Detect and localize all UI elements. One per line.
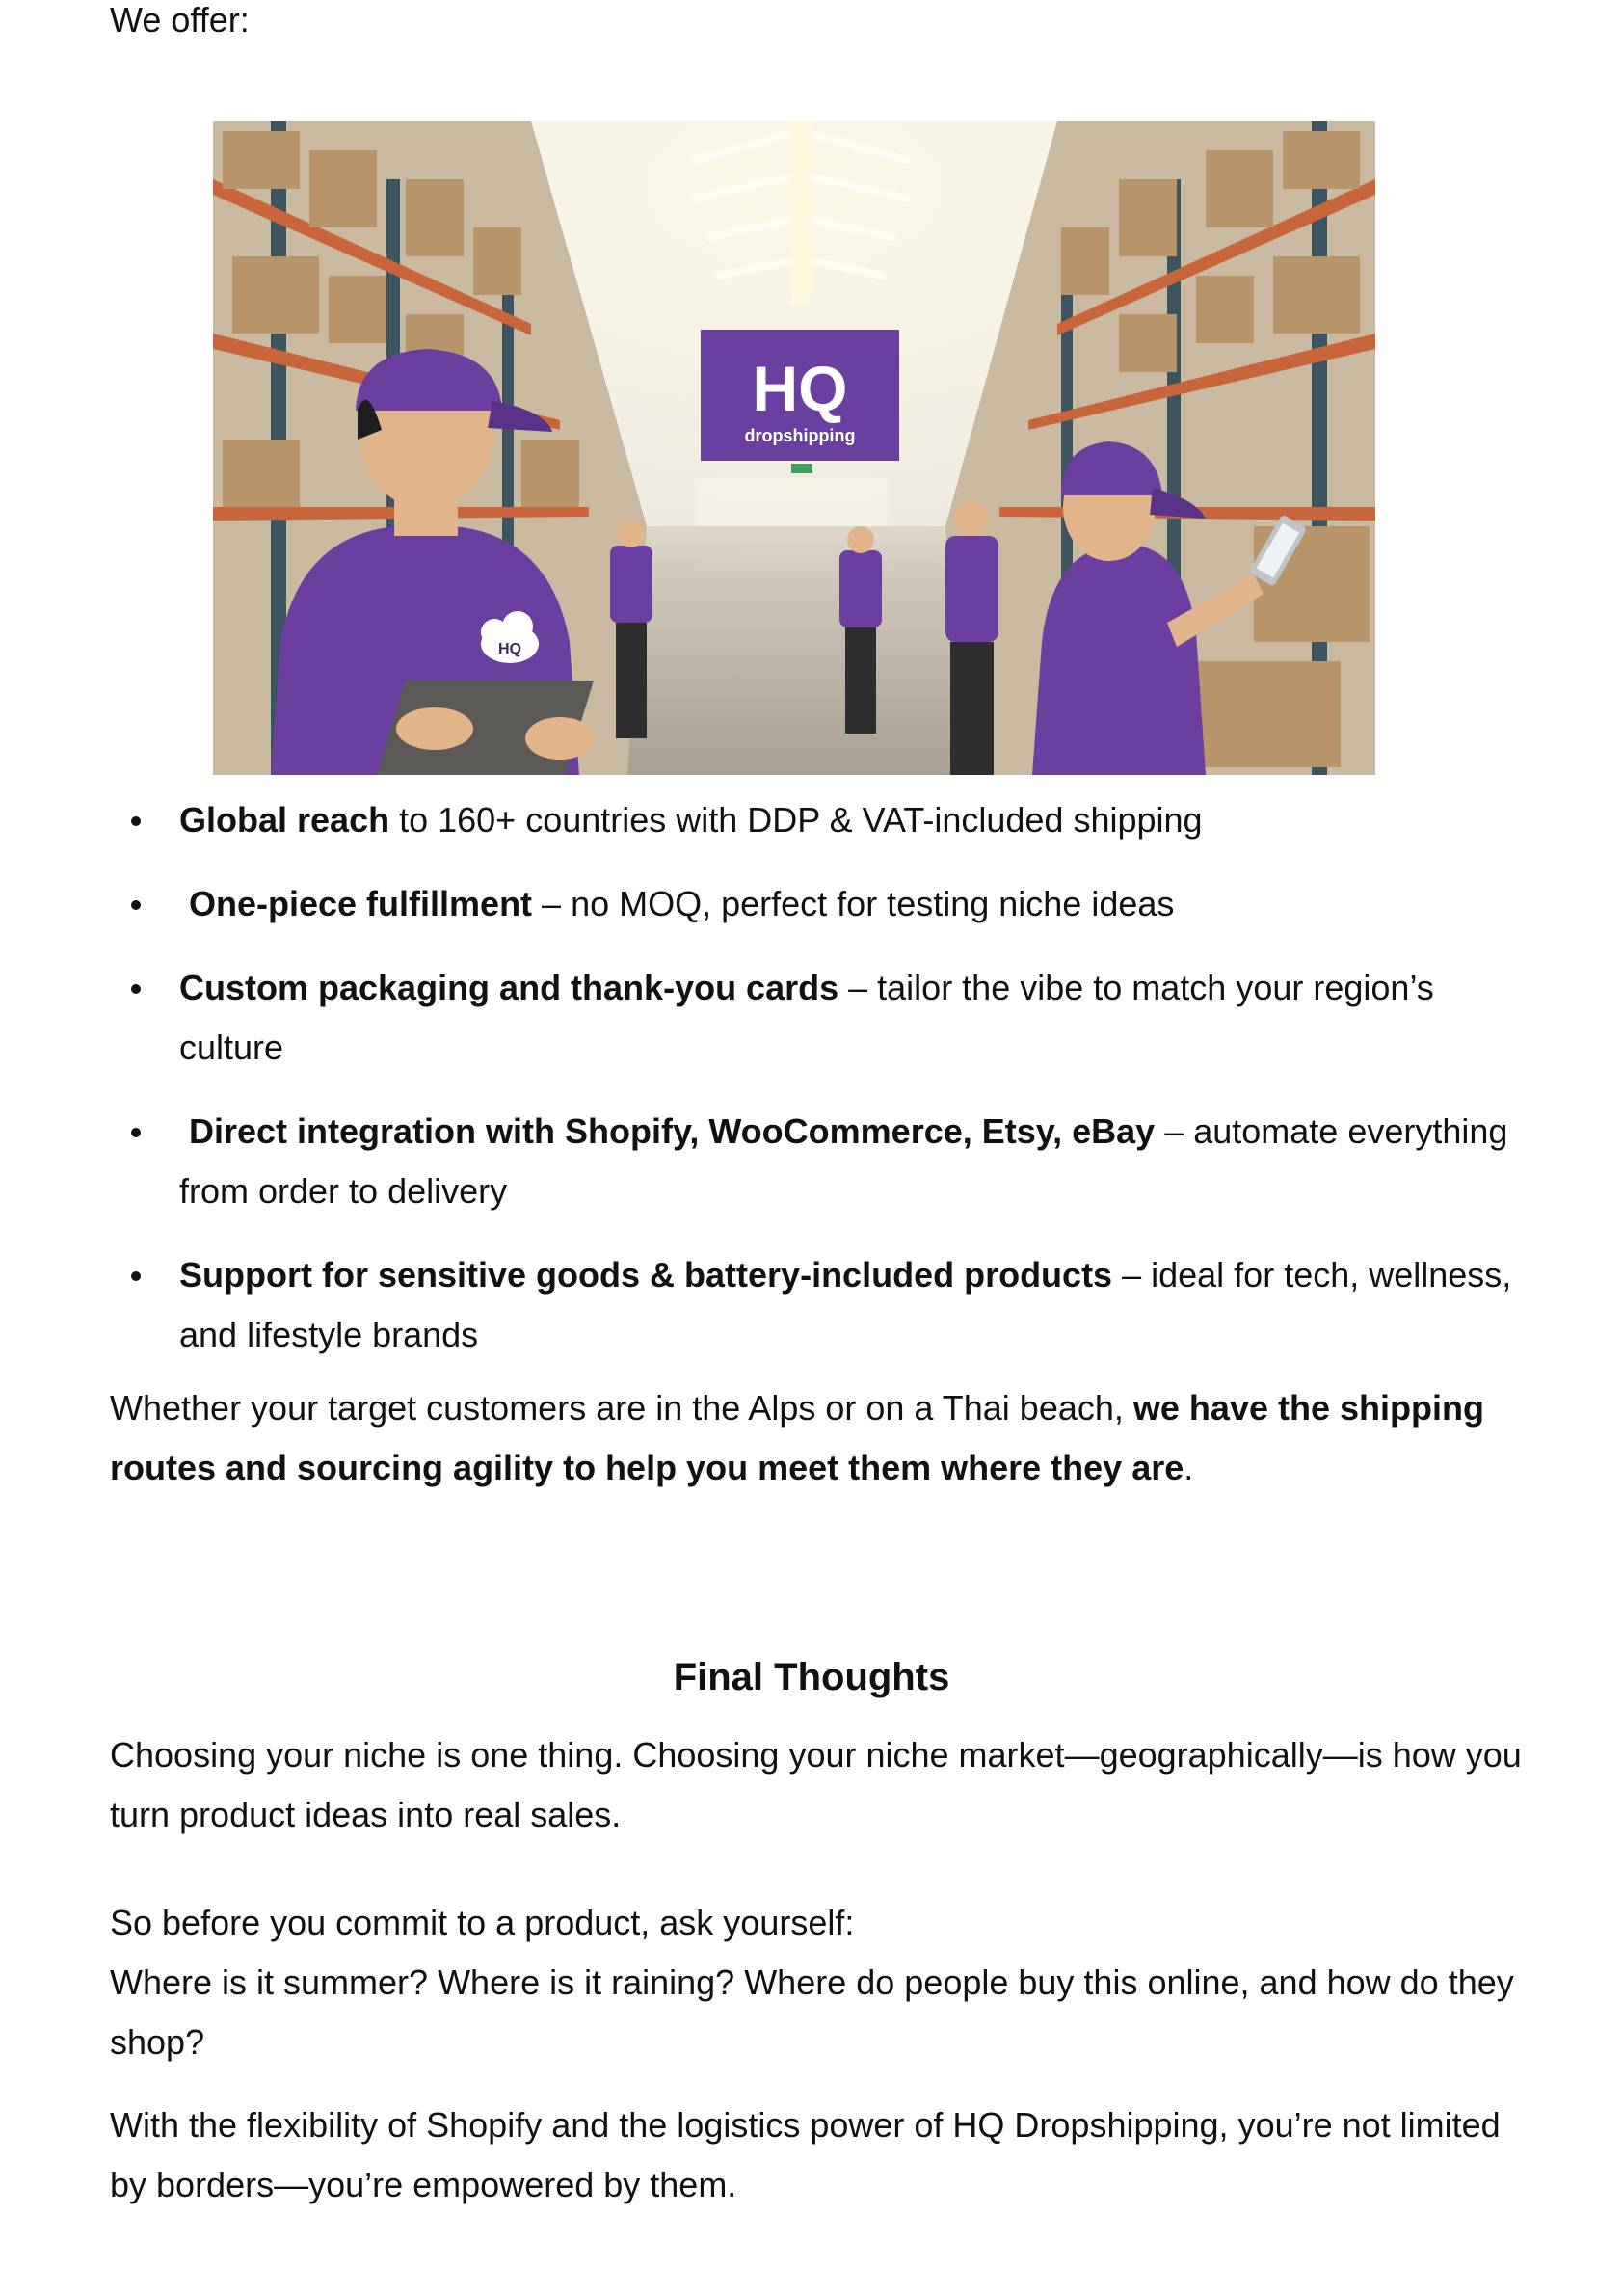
- hq-sign: [701, 330, 899, 461]
- list-item: [110, 1245, 1536, 1365]
- list-item: [110, 790, 1536, 850]
- item-text: to 160+ countries with DDP & VAT-included shipping: [389, 800, 1203, 840]
- list-item: [110, 1102, 1536, 1221]
- item-bold: Custom packaging and thank-you cards: [179, 968, 839, 1007]
- bullet-icon: [131, 900, 141, 910]
- bullet-icon: [131, 816, 141, 826]
- bullet-icon: [131, 984, 141, 994]
- questions-lead: So before you commit to a product, ask yourself:: [110, 1903, 855, 1942]
- warehouse-photo: [213, 121, 1375, 775]
- item-bold: Direct integration with Shopify, WooCommerce, Etsy, eBay: [189, 1111, 1156, 1151]
- list-item: [110, 874, 1536, 934]
- intro-text: We offer:: [110, 0, 250, 40]
- closing-text: Whether your target customers are in the Alps or on a Thai beach,: [110, 1388, 1133, 1428]
- item-text: – tailor the vibe to match your region’s culture: [179, 968, 1434, 1067]
- questions-text: Where is it summer? Where is it raining? Where do people buy this online, and how do they shop?: [110, 1962, 1514, 2062]
- section-heading: Final Thoughts: [673, 1656, 950, 1698]
- sign-subtitle: dropshipping: [744, 426, 856, 445]
- closing-bold: we have the shipping routes and sourcing agility to help you meet them where they are: [110, 1388, 1484, 1487]
- item-text: – automate everything from order to delivery: [179, 1111, 1508, 1211]
- item-text: – ideal for tech, wellness, and lifestyle brands: [179, 1255, 1512, 1354]
- item-bold: Support for sensitive goods & battery-included products: [179, 1255, 1113, 1295]
- item-bold: Global reach: [179, 800, 390, 840]
- item-bold: One-piece fulfillment: [189, 884, 533, 923]
- paragraph-closing: With the flexibility of Shopify and the logistics power of HQ Dropshipping, you’re not limited by borders—you’re empowered by them.: [110, 2105, 1501, 2204]
- paragraph-questions: [110, 1893, 1536, 2072]
- sign-title: HQ: [752, 353, 848, 424]
- closing-end: .: [1184, 1448, 1194, 1487]
- offer-list: [110, 790, 1536, 1389]
- closing-paragraph: [110, 1378, 1536, 1498]
- paragraph-niche: Choosing your niche is one thing. Choosing your niche market—geographically—is how you turn product ideas into real sales.: [110, 1735, 1522, 1834]
- bullet-icon: [131, 1271, 141, 1281]
- bullet-icon: [131, 1128, 141, 1137]
- list-item: [110, 958, 1536, 1078]
- shirt-logo: HQ: [498, 641, 521, 657]
- item-text: – no MOQ, perfect for testing niche ideas: [532, 884, 1175, 923]
